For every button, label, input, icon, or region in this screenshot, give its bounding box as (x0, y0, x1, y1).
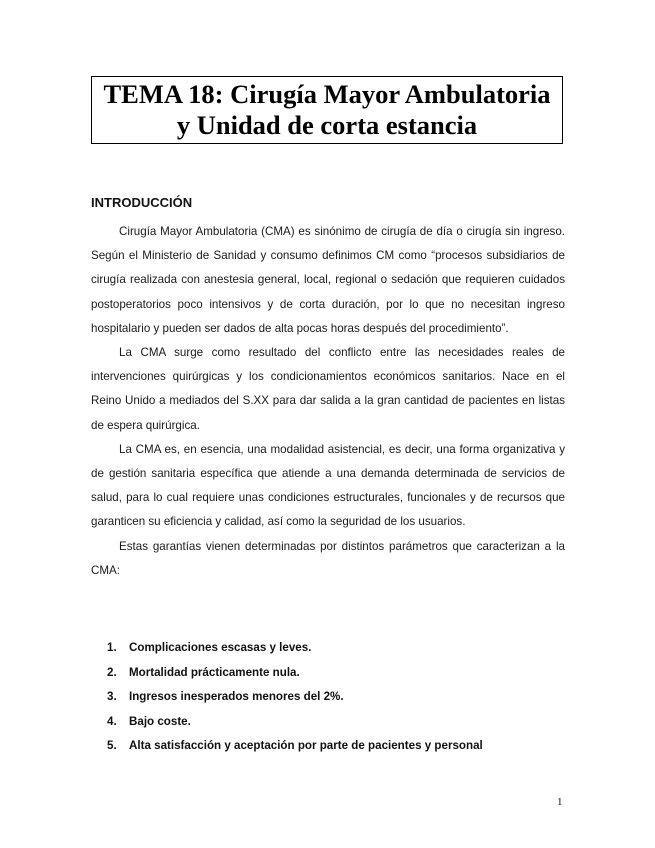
list-item-text: Alta satisfacción y aceptación por parte de pacientes y personal (129, 739, 483, 752)
list-item (107, 710, 483, 735)
list-item-number: 1. (107, 641, 117, 654)
section-heading: INTRODUCCIÓN (91, 195, 193, 210)
list-item-text: Bajo coste. (129, 714, 191, 728)
title-box (91, 76, 563, 144)
list-item (107, 636, 483, 661)
list-item-number: 2. (107, 665, 117, 679)
paragraph-4: Estas garantías vienen determinadas por distintos parámetros que caracterizan a la CMA: (91, 539, 565, 577)
list-item-text: Complicaciones escasas y leves. (129, 641, 312, 654)
title-line-1: TEMA 18: Cirugía Mayor Ambulatoria (103, 79, 551, 109)
list-item (107, 685, 483, 710)
title-line-2: y Unidad de corta estancia (176, 110, 478, 140)
list-item-number: 5. (107, 739, 117, 752)
paragraph-3: La CMA es, en esencia, una modalidad asistencial, es decir, una forma organizativa y de gestión sanitaria específica que atiende a una demanda determinada de servicios de salud, para lo cual requiere unas condiciones estructurales, funcionales y de recursos que garanticen su eficiencia y calidad, así como la seguridad de los usuarios. (91, 442, 565, 529)
page-number: 1 (557, 796, 563, 808)
list-item (107, 661, 483, 686)
list-item-text: Ingresos inesperados menores del 2%. (129, 690, 344, 703)
list-item-number: 3. (107, 690, 117, 703)
parameters-list (107, 636, 483, 759)
body-text (91, 220, 565, 583)
paragraph-1: Cirugía Mayor Ambulatoria (CMA) es sinónimo de cirugía de día o cirugía sin ingreso. Según el Ministerio de Sanidad y consumo definimos CM como “procesos subsidiarios de cirugía realizada con anestesia general, local, regional o sedación que requieren cuidados postoperatorios poco intensivos y de corta duración, por lo que no necesitan ingreso hospitalario y pueden ser dados de alta pocas horas después del procedimiento”. (91, 225, 565, 335)
paragraph-2: La CMA surge como resultado del conflicto entre las necesidades reales de intervenciones quirúrgicas y los condicionamientos económicos sanitarios. Nace en el Reino Unido a mediados del S.XX para dar salida a la gran cantidad de pacientes en listas de espera quirúrgica. (91, 346, 565, 432)
list-item (107, 734, 483, 759)
list-item-text: Mortalidad prácticamente nula. (129, 665, 300, 679)
list-item-number: 4. (107, 714, 117, 728)
